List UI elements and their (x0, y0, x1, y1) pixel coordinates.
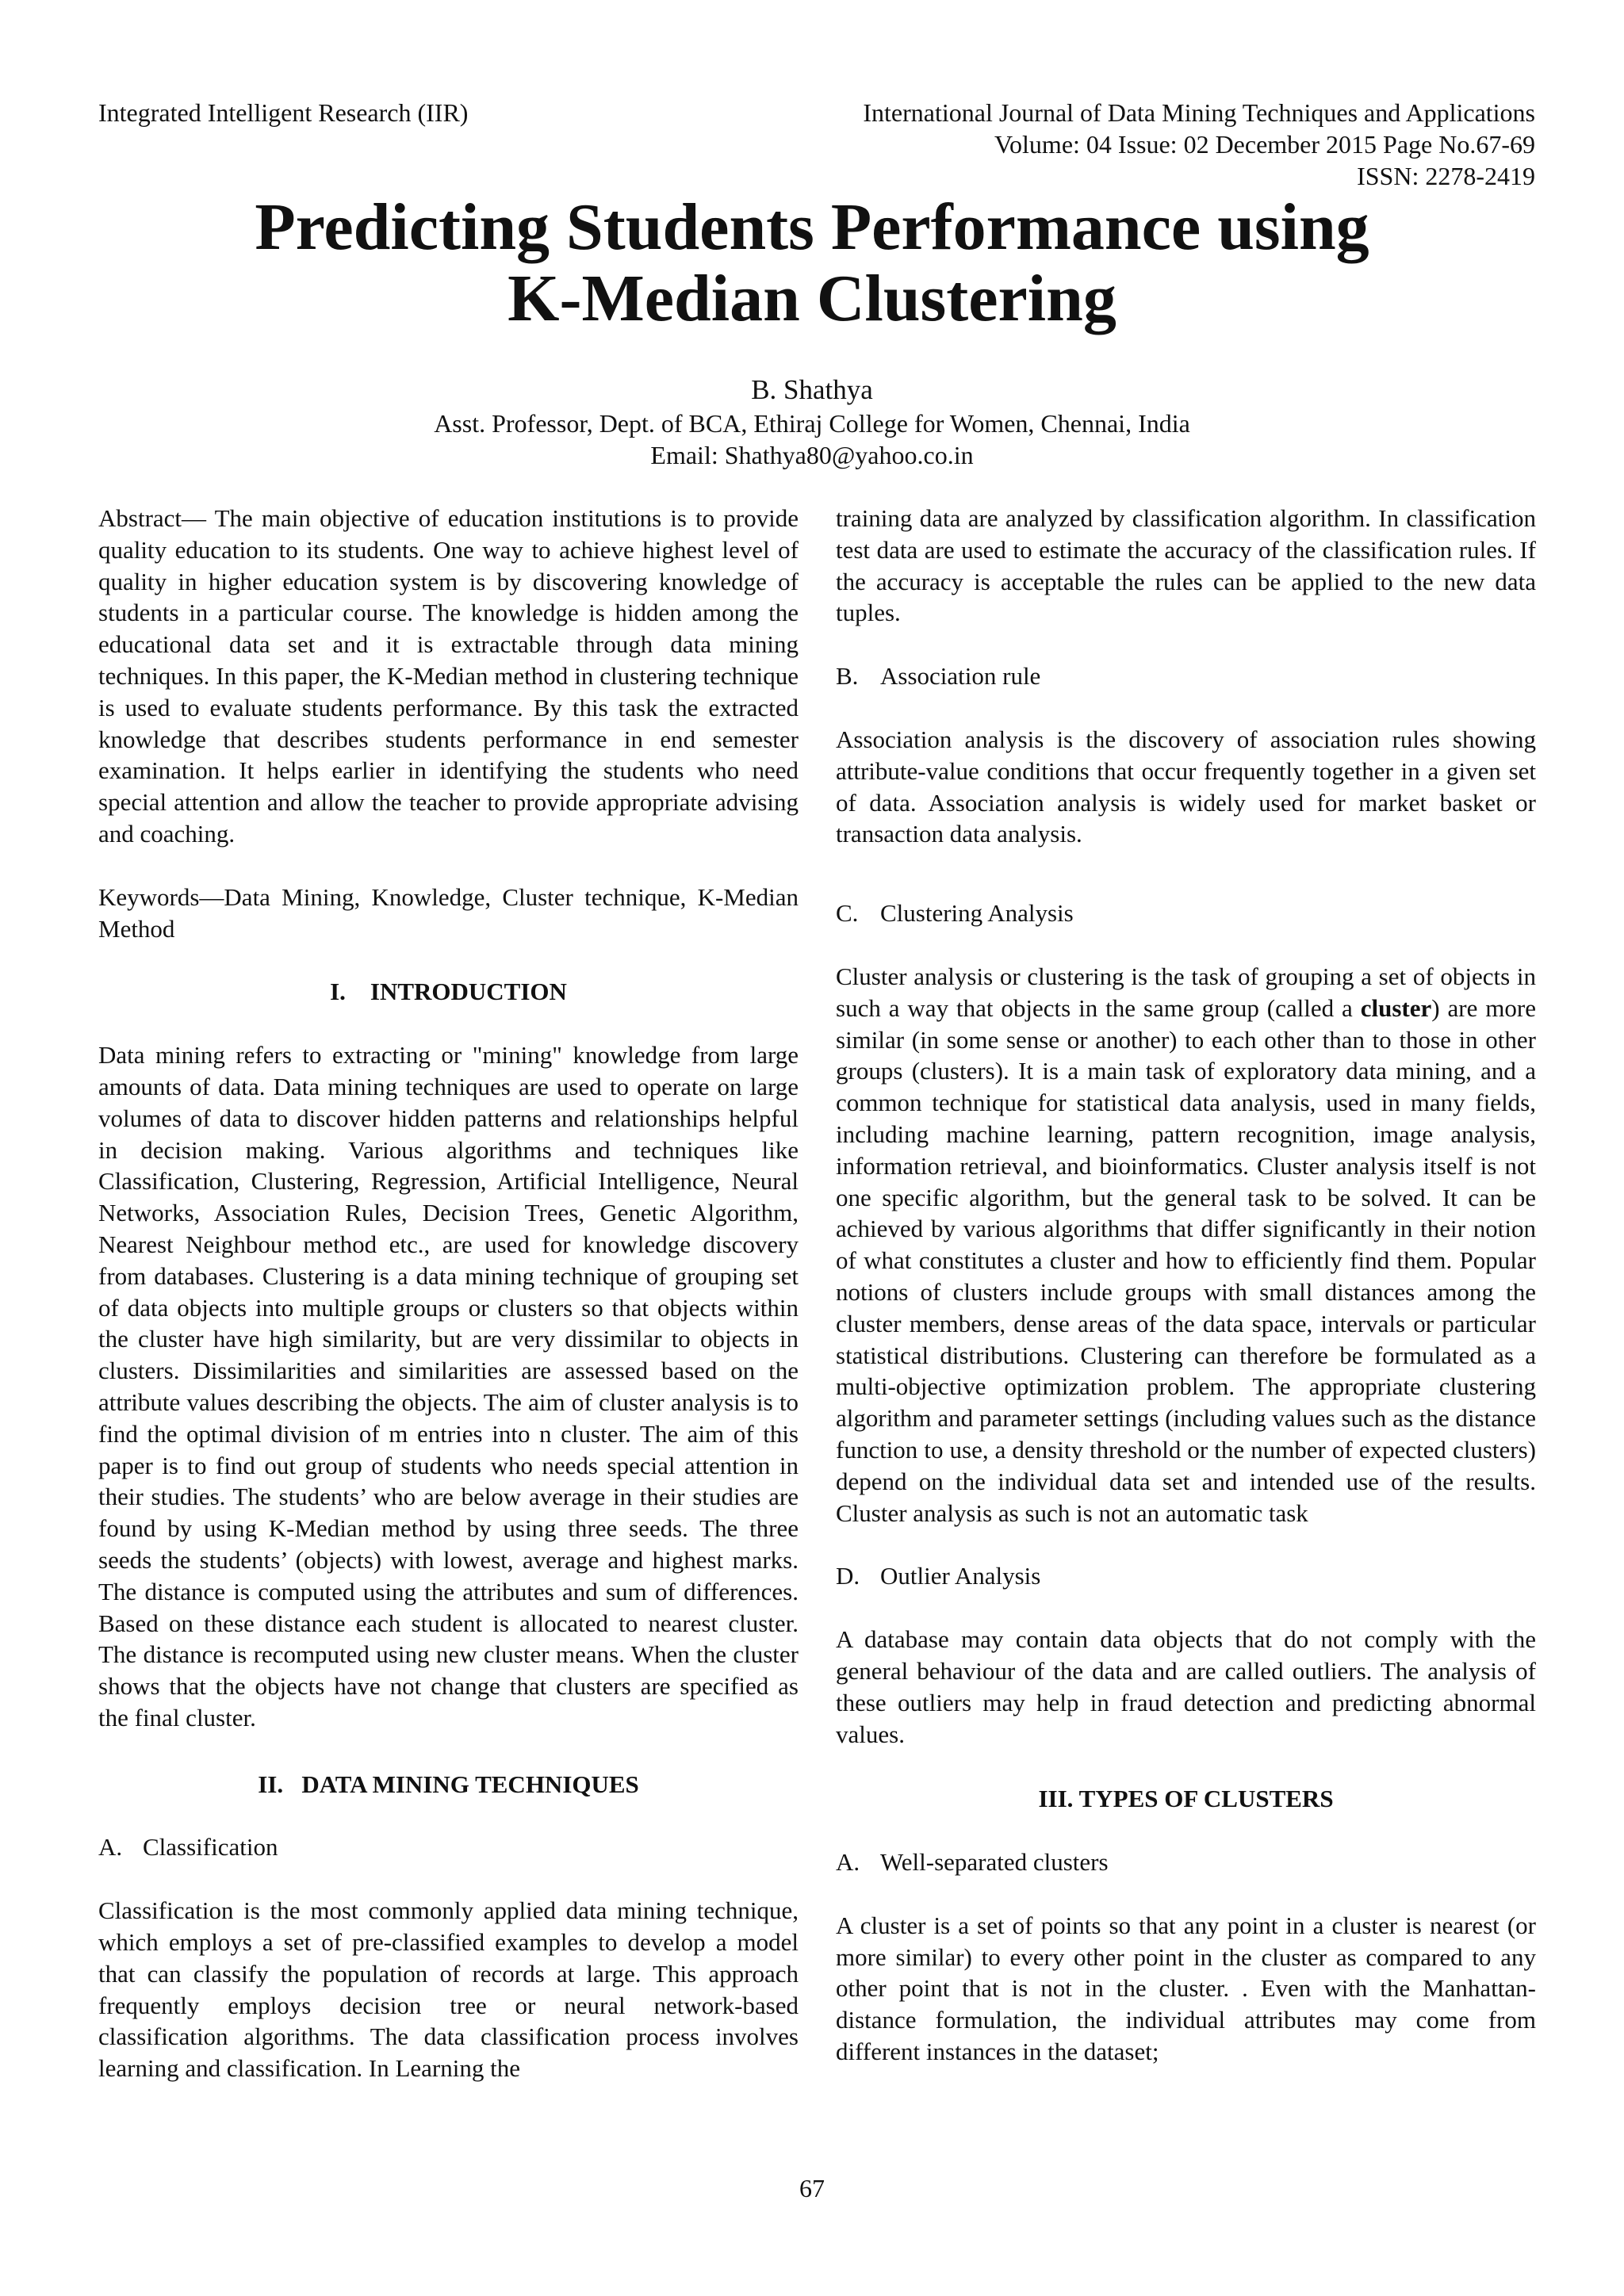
author-affiliation: Asst. Professor, Dept. of BCA, Ethiraj College for Women, Chennai, India (434, 409, 1190, 438)
section-heading-types: III. TYPES OF CLUSTERS (1038, 1785, 1334, 1813)
subsection-label: A. (98, 1833, 123, 1862)
section-heading-techniques: II. DATA MINING TECHNIQUES (258, 1770, 639, 1798)
subsection-outlier (836, 1560, 1536, 1592)
page-number: 67 (799, 2174, 825, 2202)
title-line-1: Predicting Students Performance using (255, 190, 1369, 264)
subsection-well-separated (836, 1846, 1536, 1878)
abstract: Abstract— The main objective of education institutions is to provide quality education to its students. One way to achieve highest level of quality in higher education system is by discovering knowledge of students in a particular course. The knowledge is hidden among the educational data set and it is extractable through data mining techniques. In this paper, the K-Median method in clustering technique is used to evaluate students performance. By this task the extracted knowledge that describes students performance in end semester examination. It helps earlier in identifying the students who need special attention and allow the teacher to provide appropriate advising and coaching. (98, 504, 799, 848)
volume-info: Volume: 04 Issue: 02 December 2015 Page No.67-69 (994, 130, 1535, 159)
header-right (863, 97, 1535, 192)
issn: ISSN: 2278-2419 (1357, 162, 1535, 190)
outlier-text: A database may contain data objects that do not comply with the general behaviour of the data and are called outliers. The analysis of these outliers may help in fraud detection and predicting abnormal values. (836, 1625, 1536, 1748)
journal-name: International Journal of Data Mining Techniques and Applications (863, 98, 1535, 127)
well-separated-text: A cluster is a set of points so that any point in a cluster is nearest (or more similar) to every other point in the cluster as compared to any other point that is not in the cluster. . Even with the Manhattan-distance formulation, the individual attributes may come from different instances in the dataset; (836, 1911, 1536, 2066)
subsection-label: B. (836, 662, 859, 691)
cluster-term: cluster (1360, 993, 1432, 1022)
subsection-title: Association rule (880, 662, 1041, 691)
paper-title (0, 192, 1624, 335)
author-name: B. Shathya (751, 374, 873, 405)
introduction-text: Data mining refers to extracting or "mining" knowledge from large amounts of data. Data mining techniques are used to operate on large volumes of data to discover hidden patterns and relationships helpful in decision making. Various algorithms and techniques like Classification, Clustering, Regression, Artificial Intelligence, Neural Networks, Association Rules, Decision Trees, Genetic Algorithm, Nearest Neighbour method etc., are used for knowledge discovery from databases. Clustering is a data mining technique of grouping set of data objects into multiple groups or clusters so that objects within the cluster have high similarity, but are very dissimilar to objects in clusters. Dissimilarities and similarities are assessed based on the attribute values describing the objects. The aim of cluster analysis is to find the optimal division of m entries into n cluster. The aim of this paper is to find out group of students who needs special attention in their studies. The students’ who are below average in their studies are found by using K-Median method by using three seeds. The three seeds the students’ (objects) with lowest, average and highest marks. The distance is computed using the attributes and sum of differences. Based on these distance each student is allocated to nearest cluster. The distance is recomputed using new cluster means. When the cluster shows that the objects have not change that clusters are specified as the final cluster. (98, 1041, 799, 1732)
clustering-text-part-2: ) are more similar (in some sense or another) to each other than to those in other groups (clusters). It is a main task of exploratory data mining, and a common technique for statistical data analysis, used in many fields, including machine learning, pattern recognition, image analysis, information retrieval, and bioinformatics. Cluster analysis itself is not one specific algorithm, but the general task to be solved. It can be achieved by various algorithms that differ significantly in their notion of what constitutes a cluster and how to efficiently find them. Popular notions of clusters include groups with small distances among the cluster members, dense areas of the data space, intervals or particular statistical distributions. Clustering can therefore be formulated as a multi-objective optimization problem. The appropriate clustering algorithm and parameter settings (including values such as the distance function to use, a density threshold or the number of expected clusters) depend on the individual data set and intended use of the results. Cluster analysis as such is not an automatic task (836, 993, 1536, 1527)
subsection-title: Well-separated clusters (880, 1848, 1109, 1877)
clustering-text-part-1: Cluster analysis or clustering is the task of grouping a set of objects in such a way that objects in the same group (called a (836, 962, 1536, 1022)
subsection-clustering (836, 897, 1536, 929)
keywords: Keywords—Data Mining, Knowledge, Cluster technique, K-Median Method (98, 882, 799, 943)
subsection-title: Clustering Analysis (880, 899, 1074, 928)
title-line-2: K-Median Clustering (508, 262, 1116, 335)
right-column (836, 503, 1536, 2068)
subsection-classification (98, 1831, 799, 1863)
subsection-title: Classification (143, 1833, 278, 1862)
clustering-text (836, 961, 1536, 1529)
header-left: Integrated Intelligent Research (IIR) (98, 98, 469, 127)
subsection-label: C. (836, 899, 859, 928)
author-email: Email: Shathya80@yahoo.co.in (650, 441, 974, 469)
section-heading-introduction: I. INTRODUCTION (330, 978, 567, 1006)
subsection-label: A. (836, 1848, 860, 1877)
subsection-label: D. (836, 1562, 860, 1590)
classification-text: Classification is the most commonly applied data mining technique, which employs a set of pre-classified examples to develop a model that can classify the population of records at large. This approach frequently employs decision tree or neural network-based classification algorithms. The data classification process involves learning and classification. In Learning the (98, 1896, 799, 2083)
author-block (0, 373, 1624, 471)
left-column (98, 503, 799, 2084)
classification-continued: training data are analyzed by classification algorithm. In classification test data are used to estimate the accuracy of the classification rules. If the accuracy is acceptable the rules can be applied to the new data tuples. (836, 504, 1536, 627)
subsection-association (836, 660, 1536, 692)
association-text: Association analysis is the discovery of association rules showing attribute-value conditions that occur frequently together in a given set of data. Association analysis is widely used for market basket or transaction data analysis. (836, 725, 1536, 848)
subsection-title: Outlier Analysis (880, 1562, 1041, 1590)
